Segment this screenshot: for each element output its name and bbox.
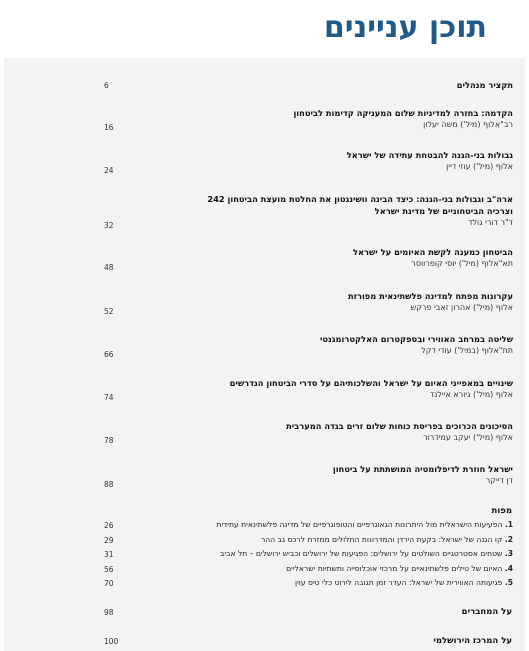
page-number: 26 bbox=[104, 521, 114, 530]
entry-author: תת"אלוף (במיל') עודי דקל bbox=[421, 346, 513, 355]
toc-entry[interactable] bbox=[104, 463, 513, 487]
page-number: 31 bbox=[104, 550, 114, 559]
map-title: פגיעותה האווירית של ישראל: העדר זמן תגובה לירוט כלי טיס עוין bbox=[295, 578, 503, 587]
toc-entry[interactable] bbox=[104, 420, 513, 444]
page-number: 52 bbox=[104, 307, 114, 316]
map-title: האיום של טילים פלשתינאיים על מרכזי אוכלוסייה ותשתיות ישראליים bbox=[286, 564, 503, 573]
map-number: 3. bbox=[504, 549, 513, 558]
page-number: 24 bbox=[104, 166, 114, 175]
entry-title: שינויים במאפייני האיום על ישראל והשלכותיהם על סדרי הביטחון הנדרשים bbox=[229, 378, 513, 388]
page-number: 70 bbox=[104, 579, 114, 588]
maps-heading: מפות bbox=[491, 506, 512, 516]
map-number: 4. bbox=[504, 564, 513, 573]
toc-entry[interactable] bbox=[104, 107, 513, 131]
entry-title-line2: וצרכיה הביטחוניים של מדינת ישראל bbox=[374, 206, 513, 216]
map-list-item[interactable] bbox=[104, 520, 513, 530]
toc-entry[interactable] bbox=[104, 290, 513, 314]
page-number: 74 bbox=[104, 393, 114, 402]
entry-title: שליטה במרחב האווירי ובספקטרום האלקטרומגנטי bbox=[319, 334, 513, 344]
map-list-item[interactable] bbox=[104, 578, 513, 588]
entry-title: הסיכונים הכרוכים בפריסת כוחות שלום זרים בגדה המערבית bbox=[286, 421, 513, 431]
page-number: 78 bbox=[104, 436, 114, 445]
map-title: קו הגנה של ישראל: בקעת הירדן והמדרונות התלולים ממזרח לרכס גב ההר bbox=[260, 535, 503, 544]
entry-author: תא"אלוף (מיל') יוסי קופרווסר bbox=[411, 259, 513, 268]
entry-title: גבולות בני-הגנה להבטחת עתידה של ישראל bbox=[346, 150, 513, 160]
entry-title: עקרונות מפתח למדינה פלשתינאית מפורזת bbox=[347, 291, 513, 301]
toc-entry[interactable] bbox=[104, 79, 513, 91]
entry-title: ישראל חוזרת לדיפלומטיה המושתתת על ביטחון bbox=[332, 464, 513, 474]
map-number: 2. bbox=[504, 535, 513, 544]
page-number: 29 bbox=[104, 536, 114, 545]
entry-title: הביטחון כמענה לקשת האיומים על ישראל bbox=[352, 247, 513, 257]
page-number: 100 bbox=[104, 637, 119, 646]
map-title: הפעיעות הישראלית מול היתרונות הגאוגרפיים והטופוגרפיים של מדינה פלשתינאית עתידית bbox=[216, 520, 503, 529]
entry-author: אלוף (מיל') גיורא איילנד bbox=[429, 390, 513, 399]
page-number: 66 bbox=[104, 350, 114, 359]
entry-author: אלוף (מיל') אהרון זאבי פרקש bbox=[410, 303, 513, 312]
toc-entry[interactable] bbox=[104, 246, 513, 270]
page-number: 16 bbox=[104, 123, 114, 132]
map-list-item[interactable] bbox=[104, 564, 513, 574]
entry-author: אלוף (מיל') עוזי דיין bbox=[446, 162, 513, 171]
about-center-link[interactable]: על המרכז הירושלמי bbox=[433, 636, 512, 646]
page-number: 6 bbox=[104, 81, 109, 90]
page-number: 32 bbox=[104, 221, 114, 230]
page-number: 56 bbox=[104, 565, 114, 574]
map-list-item[interactable] bbox=[104, 535, 513, 545]
toc-entry[interactable] bbox=[104, 333, 513, 357]
toc-entry[interactable] bbox=[104, 193, 513, 229]
entry-author: ד"ר דורי גולד bbox=[468, 218, 513, 227]
toc-entry[interactable] bbox=[104, 377, 513, 401]
page-number: 88 bbox=[104, 480, 114, 489]
map-list-item[interactable] bbox=[104, 549, 513, 559]
page-number: 98 bbox=[104, 608, 114, 617]
entry-author: רב"אלוף (מיל') משה יעלון bbox=[423, 120, 513, 129]
map-title: שטחים אסטרטגיים השולטים על ירושלים: הפגיעות של ירושלים וכביש ירושלים – תל אביב bbox=[219, 549, 503, 558]
entry-title: תקציר מנהלים bbox=[456, 80, 513, 90]
map-number: 5. bbox=[504, 578, 513, 587]
map-number: 1. bbox=[504, 520, 513, 529]
entry-author: דן דייקר bbox=[485, 476, 513, 485]
entry-title: ארה"ב וגבולות בני-הגנה: כיצד הבינה וושינגטון את החלטת מועצת הביטחון 242 bbox=[207, 194, 513, 204]
about-authors-link[interactable]: על המחברים bbox=[461, 607, 512, 617]
toc-entry[interactable] bbox=[104, 149, 513, 173]
page-number: 48 bbox=[104, 263, 114, 272]
entry-author: אלוף (מיל') יעקב עמידרור bbox=[423, 433, 513, 442]
entry-title: הקדמה: בחזרה למדיניות שלום המעניקה קדימות לביטחון bbox=[293, 108, 513, 118]
page-title: תוכן עניינים bbox=[323, 10, 487, 45]
